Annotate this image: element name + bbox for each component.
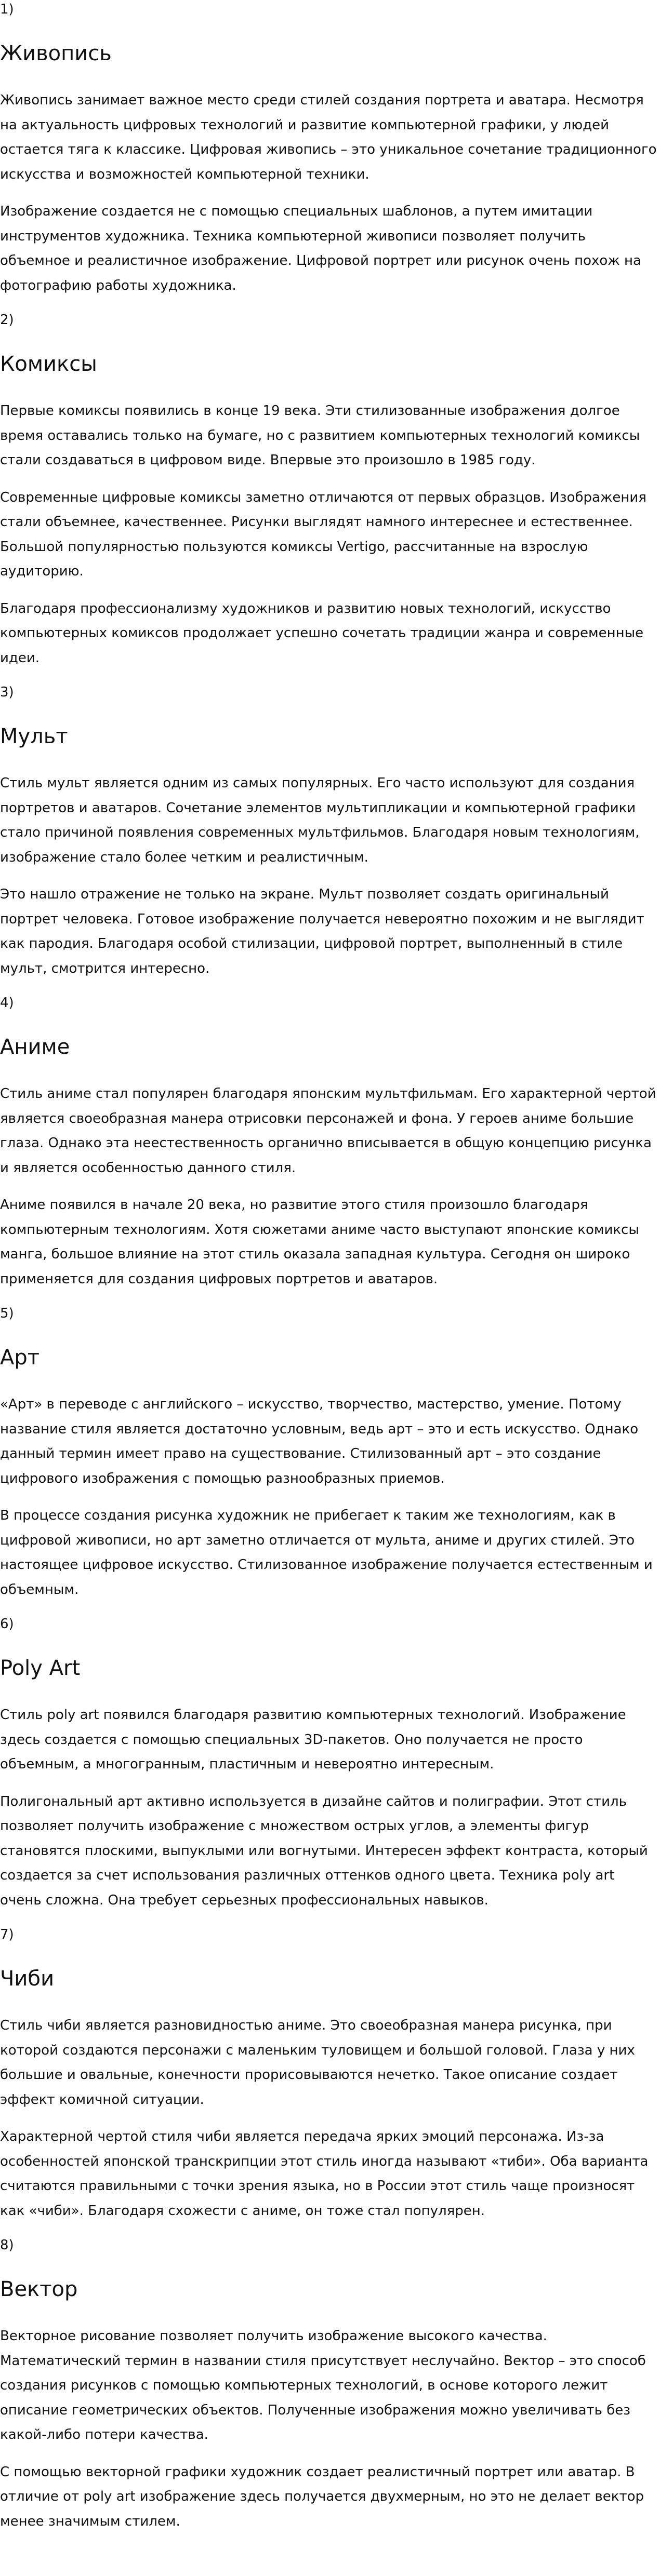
paragraph: Полигональный арт активно используется в дизайне сайтов и полиграфии. Этот стиль позволяет получить изображение с множеством острых углов, а элементы фигур становятся плоскими, выпуклыми или вогнутыми. Интересен эффект контраста, который создается за счет использования различных оттенков одного цвета. Техника poly art очень сложна. Она требует серьезных профессиональных навыков. [0,1793,648,1908]
section-komiksy [0,311,660,670]
section-title: Poly Art [0,1656,81,1680]
paragraph: Современные цифровые комиксы заметно отличаются от первых образцов. Изображения стали объемнее, качественнее. Рисунки выглядят намного интереснее и естественнее. Большой популярностью пользуются комиксы Vertigo, рассчитанные на взрослую аудиторию. [0,489,646,579]
section-poly-art [0,1615,660,1913]
paragraph: Стиль аниме стал популярен благодаря японским мультфильмам. Его характерной чертой является своеобразная манера отрисовки персонажей и фона. У героев аниме большие глаза. Однако эта неестественность органично вписывается в общую концепцию рисунка и является особенностью данного стиля. [0,1086,656,1176]
section-number: 8) [0,2237,14,2253]
paragraph: Стиль мульт является одним из самых популярных. Его часто используют для создания портретов и аватаров. Сочетание элементов мультипликации и компьютерной графики стало причиной появления современных мультфильмов. Благодаря новым технологиям, изображение стало более четким и реалистичным. [0,775,640,865]
paragraph: Первые комиксы появились в конце 19 века. Эти стилизованные изображения долгое время оставались только на бумаге, но с развитием компьютерных технологий комиксы стали создаваться в цифровом виде. Впервые это произошло в 1985 году. [0,403,640,468]
paragraph: Аниме появился в начале 20 века, но развитие этого стиля произошло благодаря компьютерным технологиям. Хотя сюжетами аниме часто выступают японские комиксы манга, большое влияние на этот стиль оказала западная культура. Сегодня он широко применяется для создания цифровых портретов и аватаров. [0,1197,639,1287]
paragraph: Стиль poly art появился благодаря развитию компьютерных технологий. Изображение здесь создается с помощью специальных 3D-пакетов. Оно получается не просто объемным, а многогранным, пластичным и невероятно интересным. [0,1707,626,1772]
section-title: Чиби [0,1967,55,1991]
section-title: Живопись [0,42,112,65]
section-number: 7) [0,1927,14,1942]
paragraph: В процессе создания рисунка художник не прибегает к таким же технологиям, как в цифровой живописи, но арт заметно отличается от мульта, аниме и других стилей. Это настоящее цифровое искусство. Стилизованное изображение получается естественным и объемным. [0,1508,653,1598]
section-anime [0,994,660,1292]
section-number: 3) [0,685,14,700]
section-zhivopis [0,0,660,298]
paragraph: Изображение создается не с помощью специальных шаблонов, а путем имитации инструментов художника. Техника компьютерной живописи позволяет получить объемное и реалистичное изображение. Цифровой портрет или рисунок очень похож на фотографию работы художника. [0,204,641,293]
section-number: 2) [0,312,14,328]
paragraph: «Арт» в переводе с английского – искусство, творчество, мастерство, умение. Потому название стиля является достаточно условным, ведь арт – это и есть искусство. Однако данный термин имеет право на существование. Стилизованный арт – это создание цифрового изображения с помощью разнообразных приемов. [0,1397,639,1486]
paragraph: Благодаря профессионализму художников и развитию новых технологий, искусство компьютерных комиксов продолжает успешно сочетать традиции жанра и современные идеи. [0,600,644,666]
section-title: Вектор [0,2277,78,2301]
section-number: 5) [0,1306,14,1321]
section-number: 4) [0,995,14,1011]
paragraph: Живопись занимает важное место среди стилей создания портрета и аватара. Несмотря на актуальность цифровых технологий и развитие компьютерной графики, у людей остается тяга к классике. Цифровая живопись – это уникальное сочетание традиционного искусства и возможностей компьютерной техники. [0,92,657,182]
paragraph: С помощью векторной графики художник создает реалистичный портрет или аватар. В отличие от poly art изображение здесь получается двухмерным, но это не делает вектор менее значимым стилем. [0,2464,644,2529]
section-title: Комиксы [0,352,97,376]
paragraph: Векторное рисование позволяет получить изображение высокого качества. Математический термин в названии стиля присутствует неслучайно. Вектор – это способ создания рисунков с помощью компьютерных технологий, в основе которого лежит описание геометрических объектов. Полученные изображения можно увеличивать без какой-либо потери качества. [0,2328,646,2443]
section-mult [0,683,660,981]
section-chibi [0,1925,660,2223]
section-number: 6) [0,1616,14,1632]
paragraph: Это нашло отражение не только на экране. Мульт позволяет создать оригинальный портрет человека. Готовое изображение получается невероятно похожим и не выглядит как пародия. Благодаря особой стилизации, цифровой портрет, выполненный в стиле мульт, смотрится интересно. [0,887,644,976]
section-number: 1) [0,2,14,17]
paragraph: Характерной чертой стиля чиби является передача ярких эмоций персонажа. Из-за особенностей японской транскрипции этот стиль иногда называют «тиби». Оба варианта считаются правильными с точки зрения языка, но в России этот стиль чаще произносят как «чиби». Благодаря схожести с аниме, он тоже стал популярен. [0,2129,649,2219]
paragraph: Стиль чиби является разновидностью аниме. Это своеобразная манера рисунка, при которой создаются персонажи с маленьким туловищем и большой головой. Глаза у них большие и овальные, конечности прорисовываются нечетко. Такое описание создает эффект комичной ситуации. [0,2018,635,2108]
section-title: Аниме [0,1035,70,1059]
section-art [0,1304,660,1602]
section-title: Арт [0,1346,40,1370]
section-title: Мульт [0,725,68,748]
section-vector [0,2236,660,2534]
